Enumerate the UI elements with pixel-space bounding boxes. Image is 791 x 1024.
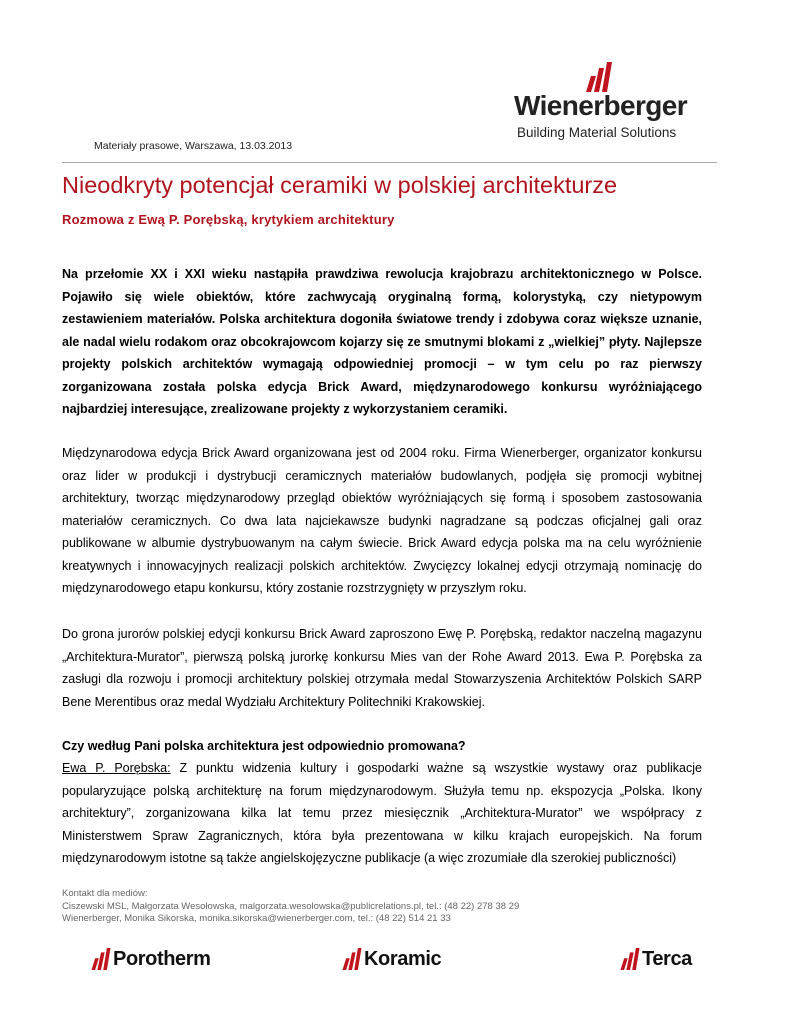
- brand-mark-icon: [342, 948, 362, 970]
- interview-question: Czy według Pani polska architektura jest odpowiednio promowana?: [62, 739, 466, 753]
- brand-terca: [620, 946, 692, 970]
- logo-wordmark: Wienerberger: [514, 90, 688, 121]
- brand-porotherm: [91, 946, 211, 970]
- body-paragraph-1: Międzynarodowa edycja Brick Award organizowana jest od 2004 roku. Firma Wienerberger, organizator konkursu oraz lider w produkcji i dystrybucji ceramicznych materiałów budowlanych, podjęła się promocji wybitnej architektury, tworząc międzynarodowy przegląd obiektów wyróżniających się formą i sposobem zastosowania materiałów ceramicznych. Co dwa lata najciekawsze budynki nagradzane są podczas oficjalnej gali oraz publikowane w albumie dystrybuowanym na całym świecie. Brick Award edycja polska ma na celu wyróżnienie kreatywnych i innowacyjnych realizacji polskich architektów. Zwycięzcy lokalnej edycji otrzymają nominację do międzynarodowego etapu konkursu, który zostanie rozstrzygnięty w przyszłym roku.: [62, 446, 702, 595]
- brand-mark-icon: [91, 948, 111, 970]
- contact-line-wienerberger: Wienerberger, Monika Sikorska, monika.sikorska@wienerberger.com, tel.: (48 22) 514 21 33: [62, 913, 451, 924]
- contact-line-msl: Ciszewski MSL, Małgorzata Wesołowska, malgorzata.wesolowska@publicrelations.pl, tel.: (48 22) 278 38 29: [62, 900, 520, 912]
- logo-tagline: Building Material Solutions: [517, 125, 677, 140]
- media-contacts: [62, 888, 519, 926]
- answer-text: Z punktu widzenia kultury i gospodarki ważne są wszystkie wystawy oraz publikacje popularyzujące polską architekturę na forum międzynarodowym. Służyła temu np. ekspozycja „Polska. Ikony architektury”, zorganizowana kilka lat temu przez miesięcznik „Architektura-Murator” we współpracy z Ministerstwem Spraw Zagranicznych, która była prezentowana w kilku krajach europejskich. Na forum międzynarodowym istotne są także angielskojęzyczne publikacje (a więc zrozumiałe dla szerokiej publiczności): [62, 761, 702, 865]
- brand-name: Koramic: [364, 948, 442, 970]
- contact-heading: Kontakt dla mediów:: [62, 888, 148, 899]
- article-title: Nieodkryty potencjał ceramiki w polskiej architekturze: [62, 172, 618, 198]
- brand-name: Terca: [642, 948, 692, 970]
- brand-koramic: [342, 946, 441, 970]
- wienerberger-mark-icon: [586, 62, 612, 92]
- lead-paragraph: Na przełomie XX i XXI wieku nastąpiła prawdziwa rewolucja krajobrazu architektonicznego w Polsce. Pojawiło się wiele obiektów, które zachwycają oryginalną formą, kolorystyką, czy nietypowym zestawieniem materiałów. Polska architektura dogoniła światowe trendy i zdobywa coraz większe uznanie, ale nadal wielu rodakom oraz obcokrajowcom kojarzy się ze smutnymi blokami z „wielkiej” płyty. Najlepsze projekty polskich architektów wymagają odpowiedniej promocji – w tym celu po raz pierwszy zorganizowana została polska edycja Brick Award, międzynarodowego konkursu wyróżniającego najbardziej interesujące, zrealizowane projekty z wykorzystaniem ceramiki.: [62, 267, 702, 416]
- interview-answer: [62, 757, 702, 870]
- header-divider: [62, 162, 717, 163]
- brand-name: Porotherm: [113, 948, 211, 970]
- press-release-dateline: Materiały prasowe, Warszawa, 13.03.2013: [94, 140, 293, 152]
- answer-speaker: Ewa P. Porębska:: [62, 761, 171, 775]
- brand-mark-icon: [620, 948, 640, 970]
- body-paragraph-2: Do grona jurorów polskiej edycji konkursu Brick Award zaproszono Ewę P. Porębską, redaktor naczelną magazynu „Architektura-Murator”, pierwszą polską jurorkę konkursu Mies van der Rohe Award 2013. Ewa P. Porębska za zasługi dla rozwoju i promocji architektury polskiej otrzymała medal Stowarzyszenia Architektów Polskich SARP Bene Merentibus oraz medal Wydziału Architektury Politechniki Krakowskiej.: [62, 627, 702, 709]
- wienerberger-logo: [514, 62, 704, 142]
- article-subtitle: Rozmowa z Ewą P. Porębską, krytykiem architektury: [62, 212, 395, 227]
